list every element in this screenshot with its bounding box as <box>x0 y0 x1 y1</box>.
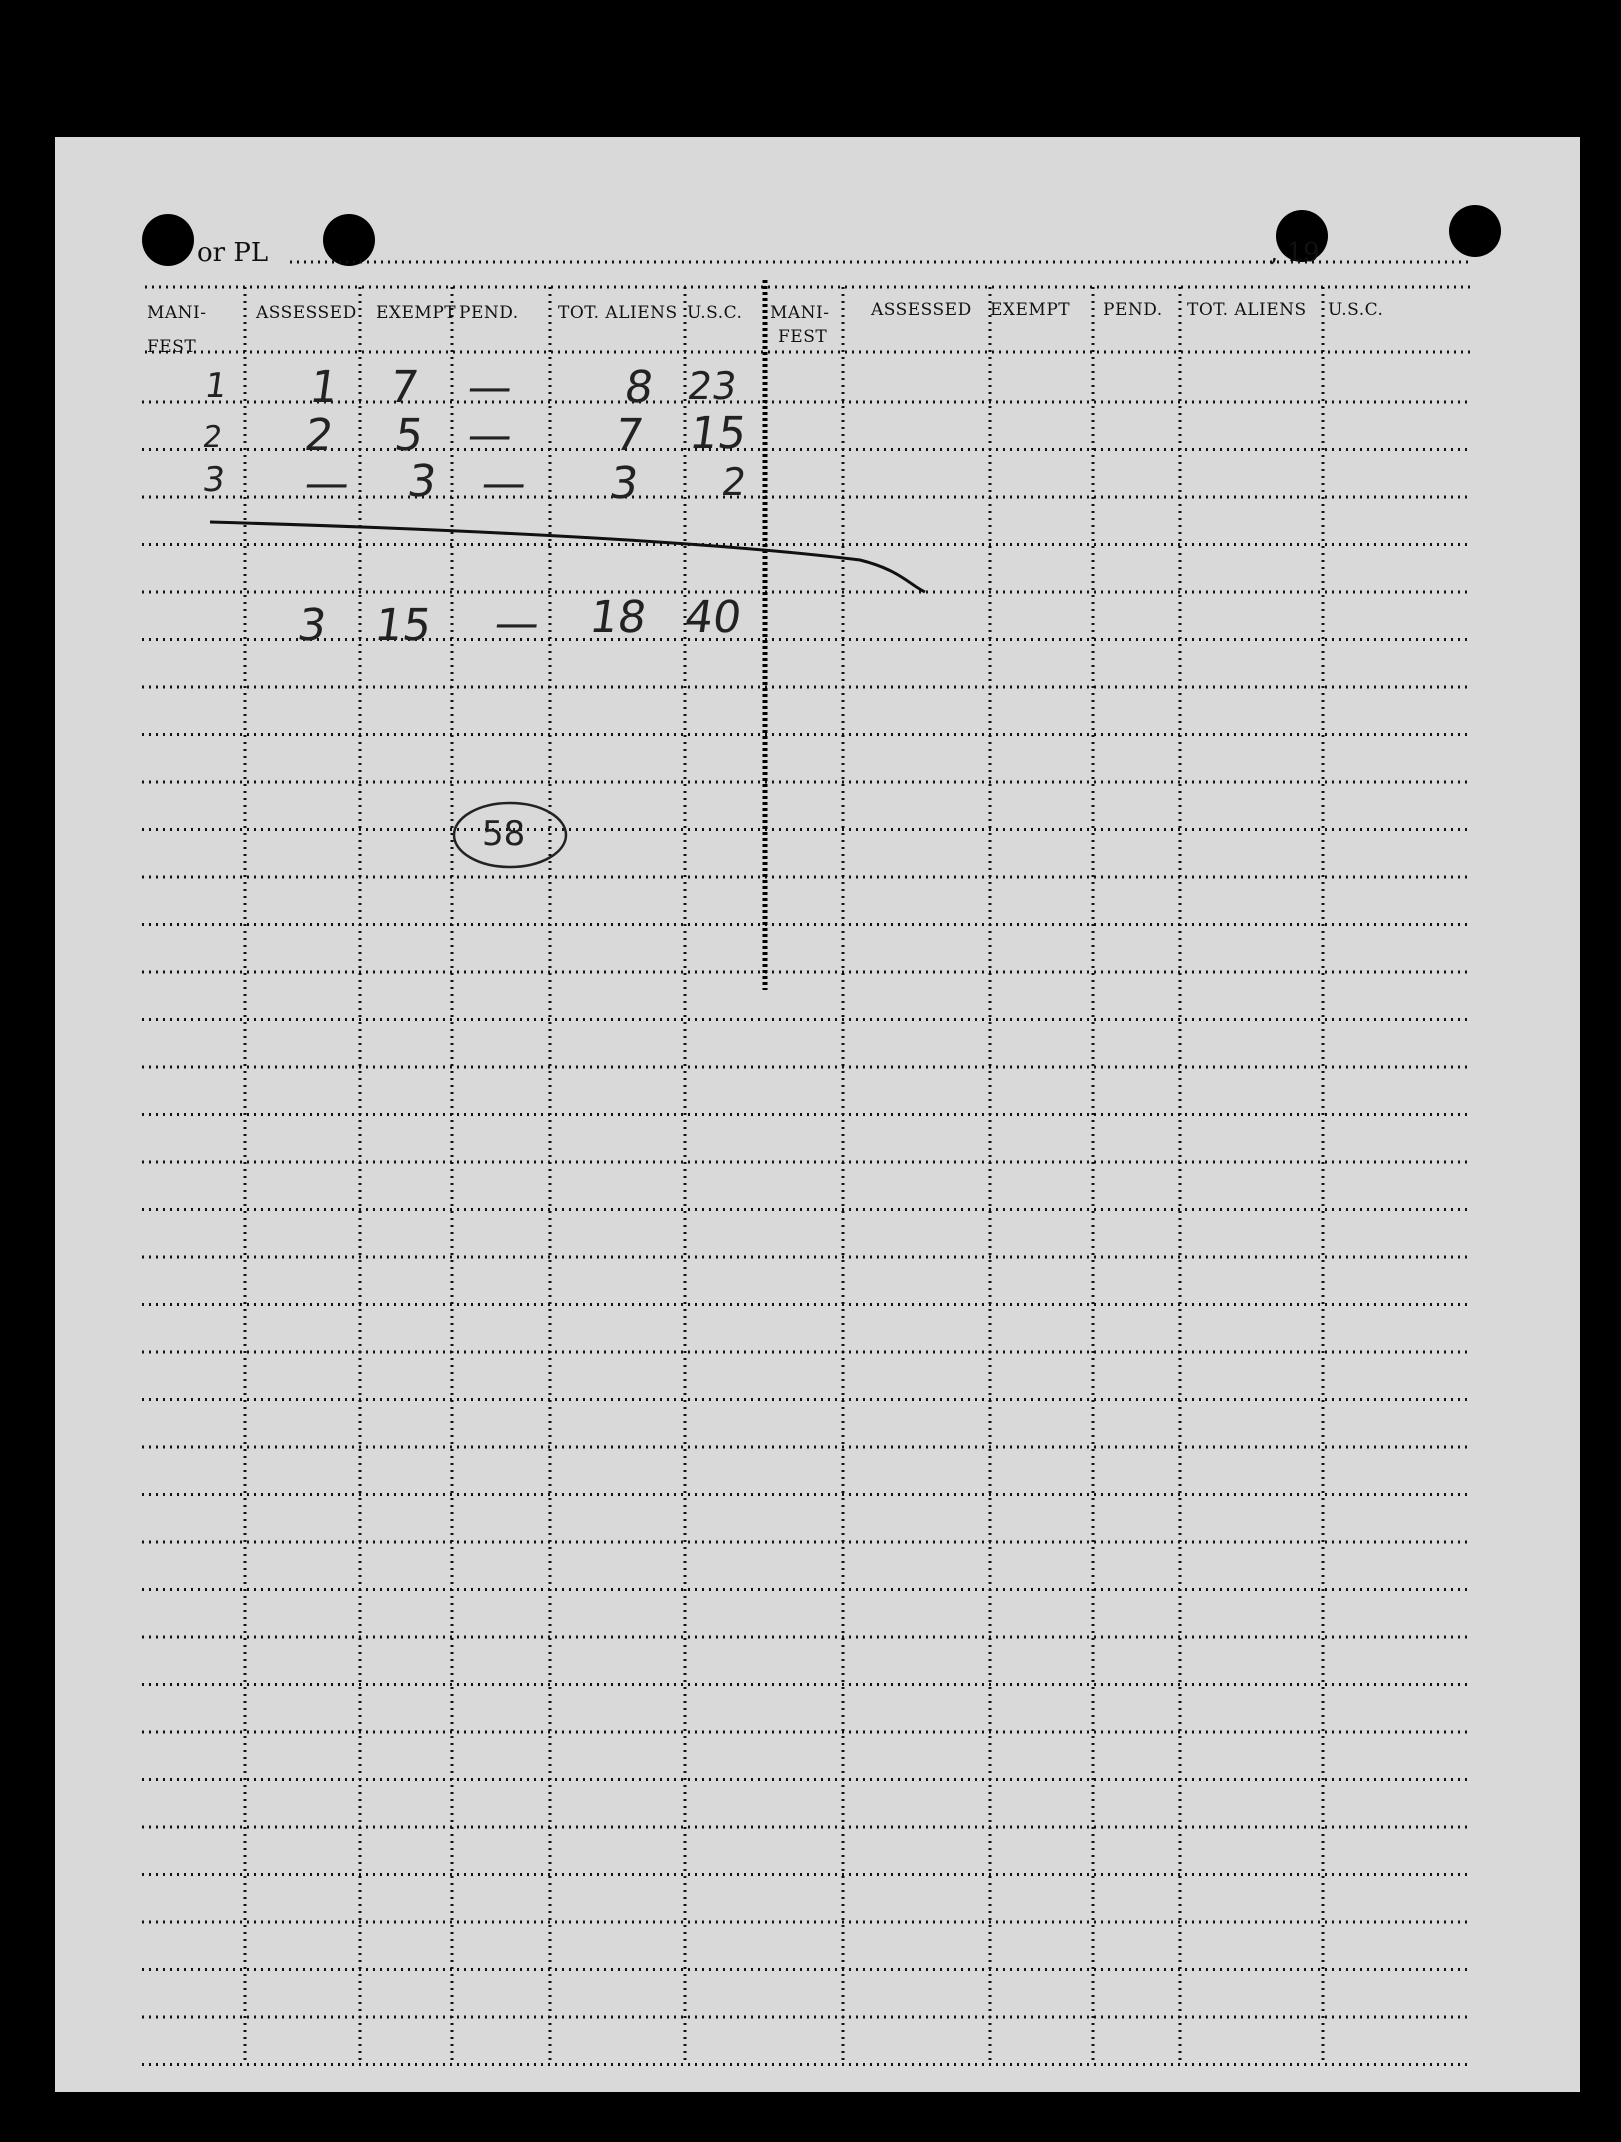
header-manifest-left: MANI- <box>147 303 207 323</box>
header-fest-left: FEST <box>147 337 197 357</box>
entry-3-exempt: 3 <box>404 456 440 507</box>
entry-3-assessed: — <box>301 458 353 509</box>
grand-total: 58 <box>482 814 526 854</box>
entry-2-tot-aliens: 7 <box>611 410 647 461</box>
header-exempt-left: EXEMPT <box>376 303 457 323</box>
total-tot-aliens: 18 <box>586 592 650 643</box>
year-label: , 19 <box>1270 238 1320 268</box>
handwritten-total-rule <box>210 522 925 592</box>
entry-2-manifest: 2 <box>200 420 225 455</box>
entry-2-pend: — <box>464 410 516 461</box>
header-tot-aliens-left: TOT. ALIENS <box>558 303 678 323</box>
entry-2-assessed: 2 <box>301 410 337 461</box>
header-usc-right: U.S.C. <box>1328 300 1384 320</box>
entry-3-pend: — <box>478 458 530 509</box>
entry-1-tot-aliens: 8 <box>621 362 657 413</box>
header-exempt-right: EXEMPT <box>990 300 1071 320</box>
header-pend-right: PEND. <box>1103 300 1163 320</box>
entry-1-assessed: 1 <box>306 362 342 413</box>
header-usc-left: U.S.C. <box>687 303 743 323</box>
total-pend: — <box>491 598 543 649</box>
header-pend-left: PEND. <box>459 303 519 323</box>
header-tot-aliens-right: TOT. ALIENS <box>1187 300 1307 320</box>
header-manifest-right: MANI- <box>770 303 830 323</box>
entry-2-exempt: 5 <box>391 410 427 461</box>
total-assessed: 3 <box>294 600 330 651</box>
entry-1-pend: — <box>464 362 516 413</box>
header-assessed-left: ASSESSED <box>256 303 357 323</box>
entry-1-manifest: 1 <box>202 366 230 406</box>
entry-2-usc: 15 <box>686 408 750 459</box>
header-fest-right: FEST <box>778 327 828 347</box>
entry-1-exempt: 7 <box>386 362 422 413</box>
entry-3-tot-aliens: 3 <box>606 458 642 509</box>
entry-1-usc: 23 <box>684 364 740 408</box>
total-usc: 40 <box>681 592 745 643</box>
entry-3-usc: 2 <box>718 460 750 504</box>
port-label: or PL <box>197 238 269 268</box>
header-assessed-right: ASSESSED <box>871 300 972 320</box>
entry-3-manifest: 3 <box>200 460 228 500</box>
total-exempt: 15 <box>371 600 435 651</box>
